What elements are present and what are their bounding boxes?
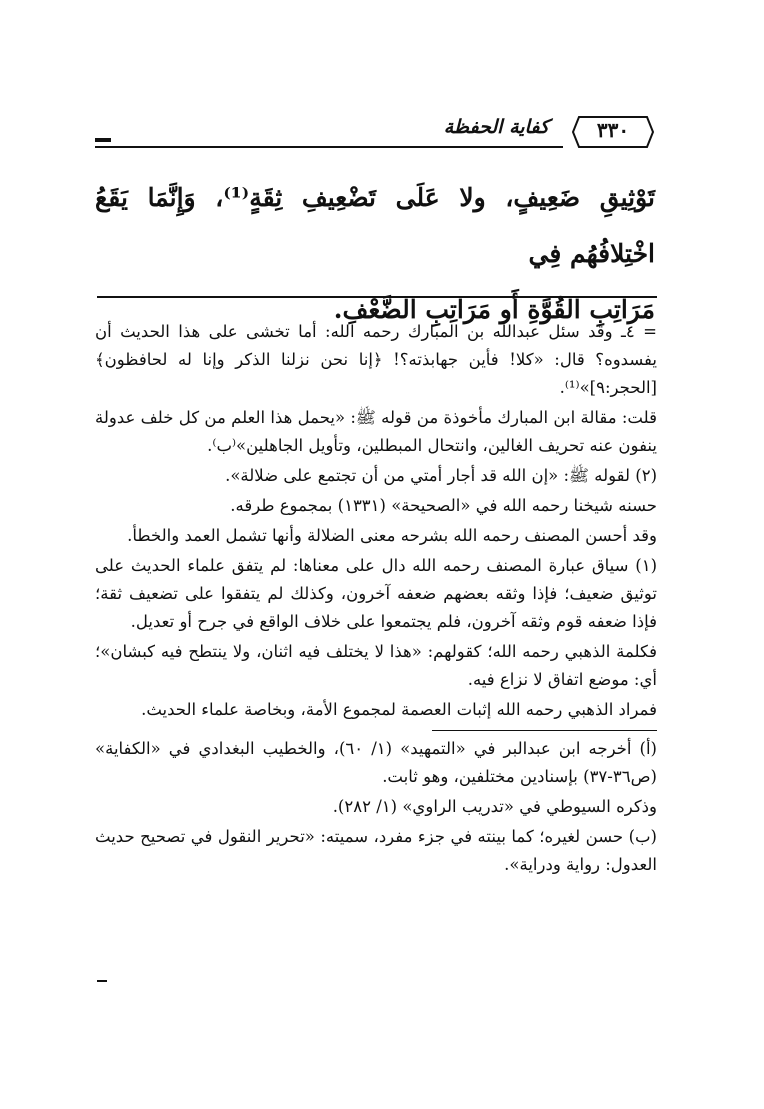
footnotes	[95, 318, 657, 881]
footnote-1-remark: فكلمة الذهبي رحمه الله؛ كقولهم: «هذا لا يختلف فيه اثنان، ولا ينتطح فيه كبشان»؛ أي: موضع اتفاق لا نزاع فيه.	[95, 642, 657, 689]
footnote-1: (١) سياق عبارة المصنف رحمه الله دال على معناها: لم يتفق علماء الحديث على توثيق ضعيف؛ فإذا وثقه بعضهم ضعفه آخرون، وكذلك لم يتفقوا على تضعيف ثقة؛ فإذا ضعفه قوم وثقه آخرون، فلم يجتمعوا على خلاف الواقع في جرح أو تعديل.	[95, 556, 657, 631]
subfootnote-a-extra: وذكره السيوطي في «تدريب الراوي» (١/ ٢٨٢).	[332, 797, 657, 816]
subfootnote-b: (ب) حسن لغيره؛ كما بينته في جزء مفرد، سميته: «تحرير النقول في تصحيح حديث العدول: رواية ودراية».	[95, 827, 657, 874]
footnote-comment: قلت: مقالة ابن المبارك مأخوذة من قوله ﷺ: «يحمل هذا العلم من كل خلف عدولة ينفون عنه تحريف الغالين، وانتحال المبطلين، وتأويل الجاهلين»⁽ب⁾.	[95, 408, 657, 455]
footnote-continuation: = ٤ـ وقد سئل عبدالله بن المبارك رحمه الله: أما تخشى على هذا الحديث أن يفسدوه؟ قال: «كلا! فأين جهابذته؟! ﴿إنا نحن نزلنا الذكر وإنا له لحافظون﴾ [الحجر:٩]»⁽¹⁾.	[95, 322, 657, 397]
footnote-separator	[97, 296, 657, 298]
main-text	[95, 170, 655, 338]
main-line: مَرَاتِبِ القُوَّةِ أَو مَرَاتِبِ الضَّعْفِ.	[333, 295, 655, 324]
header-dash	[95, 138, 111, 142]
main-line: تَوْثِيقِ ضَعِيفٍ، ولا عَلَى تَضْعِيفِ ثِقَةٍ⁽¹⁾، وَإِنَّمَا يَقَعُ اخْتِلافُهُم فِي	[95, 183, 655, 268]
footnote-1-conclusion: فمراد الذهبي رحمه الله إثبات العصمة لمجموع الأمة، وبخاصة علماء الحديث.	[141, 700, 657, 719]
header-rule	[95, 146, 563, 148]
page-number-badge	[571, 114, 655, 148]
page-number: ٣٣٠	[596, 118, 630, 142]
subfootnote-separator	[432, 730, 657, 731]
page-header	[95, 112, 655, 158]
footnote-2-remark: وقد أحسن المصنف رحمه الله بشرحه معنى الضلالة وأنها تشمل العمد والخطأ.	[127, 526, 657, 545]
footnote-2-grading: حسنه شيخنا رحمه الله في «الصحيحة» (١٣٣١) بمجموع طرقه.	[230, 496, 657, 515]
footnote-2: (٢) لقوله ﷺ: «إن الله قد أجار أمتي من أن تجتمع على ضلالة».	[225, 466, 657, 485]
book-title: كفاية الحفظة	[438, 116, 555, 138]
subfootnote-a: (أ) أخرجه ابن عبدالبر في «التمهيد» (١/ ٦٠)، والخطيب البغدادي في «الكفاية» (ص٣٦-٣٧) بإسنادين مختلفين، وهو ثابت.	[95, 739, 657, 786]
bottom-dash	[97, 980, 107, 982]
